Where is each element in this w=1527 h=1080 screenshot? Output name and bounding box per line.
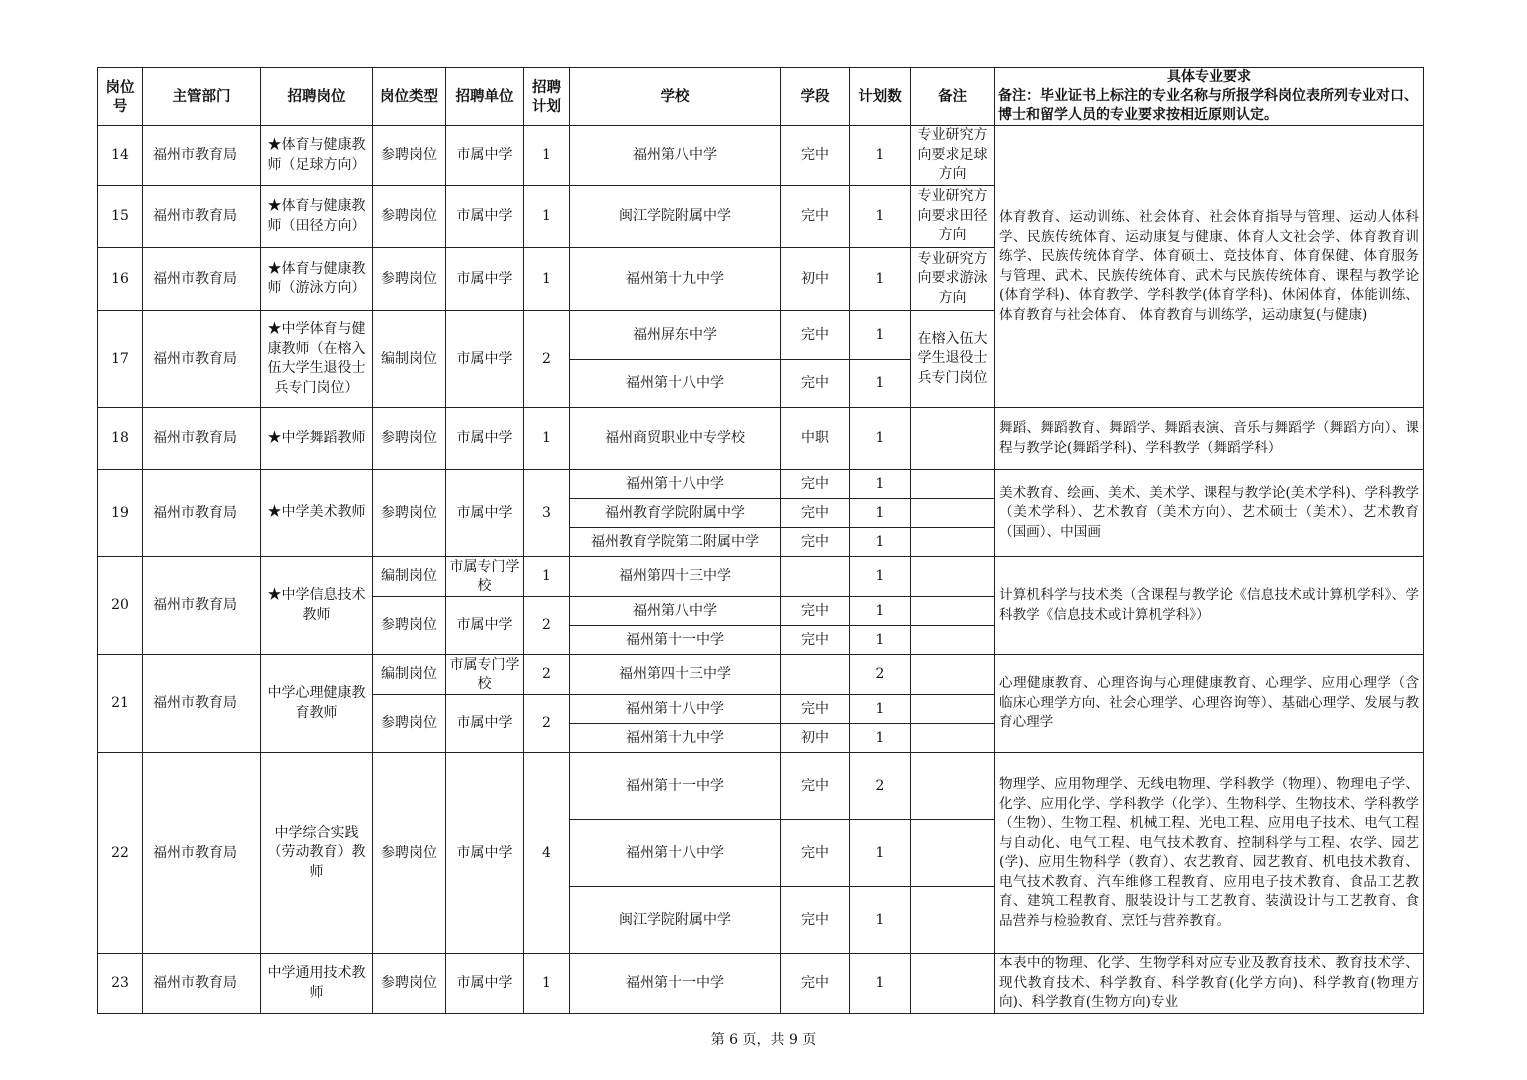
job-table bbox=[97, 67, 1424, 1014]
row-school: 闽江学院附属中学 bbox=[570, 186, 781, 248]
page-footer: 第 6 页，共 9 页 bbox=[710, 1032, 817, 1048]
table-row bbox=[98, 470, 1424, 499]
row-plan: 1 bbox=[524, 557, 570, 597]
table-row bbox=[98, 753, 1424, 820]
row-stage: 完中 bbox=[781, 695, 850, 724]
row-no: 22 bbox=[98, 753, 143, 954]
row-type: 编制岗位 bbox=[373, 557, 446, 597]
row-requirements: 舞蹈、舞蹈教育、舞蹈学、舞蹈表演、音乐与舞蹈学（舞蹈方向）、课程与教学论(舞蹈学科)、学科教学（舞蹈学科） bbox=[995, 408, 1424, 470]
row-stage: 完中 bbox=[781, 887, 850, 954]
row-unit: 市属中学 bbox=[446, 597, 524, 655]
row-no: 18 bbox=[98, 408, 143, 470]
row-unit: 市属中学 bbox=[446, 954, 524, 1014]
row-stage: 完中 bbox=[781, 528, 850, 557]
row-type: 编制岗位 bbox=[373, 655, 446, 695]
row-stage: 中职 bbox=[781, 408, 850, 470]
row-school: 福州第八中学 bbox=[570, 126, 781, 186]
row-plan: 1 bbox=[524, 126, 570, 186]
row-type: 参聘岗位 bbox=[373, 695, 446, 753]
row-post: ★中学体育与健康教师（在榕入伍大学生退役士兵专门岗位） bbox=[261, 311, 373, 408]
row-post: ★体育与健康教师（足球方向） bbox=[261, 126, 373, 186]
row-count: 1 bbox=[850, 820, 911, 887]
row-school: 福州第四十三中学 bbox=[570, 557, 781, 597]
row-no: 14 bbox=[98, 126, 143, 186]
row-count: 1 bbox=[850, 360, 911, 408]
row-count: 2 bbox=[850, 655, 911, 695]
row-school: 福州教育学院第二附属中学 bbox=[570, 528, 781, 557]
row-count: 2 bbox=[850, 753, 911, 820]
row-requirements: 计算机科学与技术类（含课程与教学论《信息技术或计算机学科》、学科教学《信息技术或计算机学科》） bbox=[995, 557, 1424, 655]
header-school: 学校 bbox=[570, 68, 781, 126]
row-no: 19 bbox=[98, 470, 143, 557]
row-type: 参聘岗位 bbox=[373, 126, 446, 186]
row-stage bbox=[781, 655, 850, 695]
row-note: 在榕入伍大学生退役士兵专门岗位 bbox=[911, 311, 995, 408]
row-stage: 完中 bbox=[781, 186, 850, 248]
row-type: 编制岗位 bbox=[373, 311, 446, 408]
row-stage: 完中 bbox=[781, 954, 850, 1014]
row-school: 闽江学院附属中学 bbox=[570, 887, 781, 954]
header-post: 招聘岗位 bbox=[261, 68, 373, 126]
row-school: 福州第十八中学 bbox=[570, 695, 781, 724]
row-note: 专业研究方向要求足球方向 bbox=[911, 126, 995, 186]
row-count: 1 bbox=[850, 311, 911, 360]
row-count: 1 bbox=[850, 887, 911, 954]
row-type: 参聘岗位 bbox=[373, 408, 446, 470]
row-plan: 2 bbox=[524, 311, 570, 408]
row-dept: 福州市教育局 bbox=[143, 126, 261, 186]
row-stage: 完中 bbox=[781, 360, 850, 408]
row-count: 1 bbox=[850, 597, 911, 626]
row-note bbox=[911, 724, 995, 753]
row-school: 福州第十八中学 bbox=[570, 820, 781, 887]
row-note bbox=[911, 753, 995, 820]
row-requirements: 美术教育、绘画、美术、美术学、课程与教学论(美术学科)、学科教学（美术学科）、艺术教育（美术方向）、艺术硕士（美术）、艺术教育（国画）、中国画 bbox=[995, 470, 1424, 557]
row-stage: 完中 bbox=[781, 470, 850, 499]
table-row bbox=[98, 655, 1424, 695]
row-note bbox=[911, 499, 995, 528]
row-stage: 完中 bbox=[781, 499, 850, 528]
row-dept: 福州市教育局 bbox=[143, 186, 261, 248]
header-note: 备注 bbox=[911, 68, 995, 126]
row-stage: 初中 bbox=[781, 724, 850, 753]
header-count: 计划数 bbox=[850, 68, 911, 126]
row-school: 福州第十一中学 bbox=[570, 626, 781, 655]
row-note bbox=[911, 408, 995, 470]
row-dept: 福州市教育局 bbox=[143, 557, 261, 655]
row-count: 1 bbox=[850, 126, 911, 186]
row-school: 福州第十一中学 bbox=[570, 954, 781, 1014]
row-stage: 完中 bbox=[781, 753, 850, 820]
row-note bbox=[911, 597, 995, 626]
row-school: 福州第十九中学 bbox=[570, 248, 781, 311]
row-stage: 完中 bbox=[781, 820, 850, 887]
row-stage: 完中 bbox=[781, 626, 850, 655]
row-dept: 福州市教育局 bbox=[143, 248, 261, 311]
row-count: 1 bbox=[850, 557, 911, 597]
row-count: 1 bbox=[850, 724, 911, 753]
row-note bbox=[911, 695, 995, 724]
row-dept: 福州市教育局 bbox=[143, 408, 261, 470]
row-stage: 完中 bbox=[781, 311, 850, 360]
row-note: 专业研究方向要求田径方向 bbox=[911, 186, 995, 248]
row-post: ★中学舞蹈教师 bbox=[261, 408, 373, 470]
row-unit: 市属专门学校 bbox=[446, 655, 524, 695]
row-requirements: 物理学、应用物理学、无线电物理、学科教学（物理）、物理电子学、化学、应用化学、学科教学（化学）、生物科学、生物技术、学科教学（生物）、生物工程、机械工程、光电工程、应用电子技术、电气工程与自动化、电气工程、电气技术教育、控制科学与工程、农学、园艺(学)、应用生物科学（教育）、农艺教育、园艺教育、机电技术教育、电气技术教育、汽车维修工程教育、应用电子技术教育、食品工艺教育、建筑工程教育、服装设计与工艺教育、装潢设计与工艺教育、食品营养与检验教育、烹饪与营养教育。 bbox=[995, 753, 1424, 954]
row-unit: 市属中学 bbox=[446, 311, 524, 408]
header-requirements bbox=[995, 68, 1424, 126]
row-school: 福州第四十三中学 bbox=[570, 655, 781, 695]
row-school: 福州第十八中学 bbox=[570, 470, 781, 499]
row-school: 福州第十八中学 bbox=[570, 360, 781, 408]
row-dept: 福州市教育局 bbox=[143, 954, 261, 1014]
row-note bbox=[911, 954, 995, 1014]
row-plan: 1 bbox=[524, 954, 570, 1014]
header-dept: 主管部门 bbox=[143, 68, 261, 126]
row-unit: 市属中学 bbox=[446, 408, 524, 470]
row-unit: 市属中学 bbox=[446, 186, 524, 248]
row-type: 参聘岗位 bbox=[373, 753, 446, 954]
row-dept: 福州市教育局 bbox=[143, 311, 261, 408]
row-count: 1 bbox=[850, 248, 911, 311]
row-note bbox=[911, 887, 995, 954]
row-unit: 市属中学 bbox=[446, 753, 524, 954]
table-row bbox=[98, 408, 1424, 470]
row-post: 中学心理健康教育教师 bbox=[261, 655, 373, 753]
row-school: 福州第十一中学 bbox=[570, 753, 781, 820]
row-post: ★体育与健康教师（田径方向） bbox=[261, 186, 373, 248]
row-unit: 市属中学 bbox=[446, 126, 524, 186]
header-plan: 招聘计划 bbox=[524, 68, 570, 126]
row-requirements: 本表中的物理、化学、生物学科对应专业及教育技术、教育技术学、现代教育技术、科学教育、科学教育(化学方向)、科学教育(物理方向)、科学教育(生物方向)专业 bbox=[995, 954, 1424, 1014]
row-school: 福州屏东中学 bbox=[570, 311, 781, 360]
row-type: 参聘岗位 bbox=[373, 186, 446, 248]
table-row bbox=[98, 954, 1424, 1014]
row-stage: 完中 bbox=[781, 597, 850, 626]
row-no: 20 bbox=[98, 557, 143, 655]
row-note bbox=[911, 655, 995, 695]
header-row bbox=[98, 68, 1424, 126]
row-note bbox=[911, 528, 995, 557]
row-plan: 3 bbox=[524, 470, 570, 557]
row-type: 参聘岗位 bbox=[373, 470, 446, 557]
header-no: 岗位号 bbox=[98, 68, 143, 126]
row-stage: 完中 bbox=[781, 126, 850, 186]
row-post: ★中学美术教师 bbox=[261, 470, 373, 557]
row-note bbox=[911, 626, 995, 655]
row-note: 专业研究方向要求游泳方向 bbox=[911, 248, 995, 311]
row-note bbox=[911, 820, 995, 887]
table-row bbox=[98, 557, 1424, 597]
row-plan: 2 bbox=[524, 597, 570, 655]
row-dept: 福州市教育局 bbox=[143, 655, 261, 753]
row-plan: 1 bbox=[524, 248, 570, 311]
row-no: 16 bbox=[98, 248, 143, 311]
header-req-note: 备注：毕业证书上标注的专业名称与所报学科岗位表所列专业对口、博士和留学人员的专业要求按相近原则认定。 bbox=[998, 88, 1418, 123]
table-row bbox=[98, 126, 1424, 186]
row-unit: 市属专门学校 bbox=[446, 557, 524, 597]
row-plan: 1 bbox=[524, 186, 570, 248]
row-note bbox=[911, 470, 995, 499]
row-count: 1 bbox=[850, 499, 911, 528]
row-no: 21 bbox=[98, 655, 143, 753]
row-unit: 市属中学 bbox=[446, 470, 524, 557]
row-no: 15 bbox=[98, 186, 143, 248]
row-count: 1 bbox=[850, 408, 911, 470]
row-dept: 福州市教育局 bbox=[143, 753, 261, 954]
row-count: 1 bbox=[850, 528, 911, 557]
row-type: 参聘岗位 bbox=[373, 248, 446, 311]
row-count: 1 bbox=[850, 626, 911, 655]
header-type: 岗位类型 bbox=[373, 68, 446, 126]
row-plan: 2 bbox=[524, 655, 570, 695]
row-post: 中学综合实践（劳动教育）教师 bbox=[261, 753, 373, 954]
header-unit: 招聘单位 bbox=[446, 68, 524, 126]
row-type: 参聘岗位 bbox=[373, 954, 446, 1014]
row-type: 参聘岗位 bbox=[373, 597, 446, 655]
header-stage: 学段 bbox=[781, 68, 850, 126]
row-no: 23 bbox=[98, 954, 143, 1014]
header-req-title: 具体专业要求 bbox=[1167, 69, 1251, 85]
row-no: 17 bbox=[98, 311, 143, 408]
sports-requirements: 体育教育、运动训练、社会体育、社会体育指导与管理、运动人体科学、民族传统体育、运动康复与健康、体育人文社会学、体育教育训练学、民族传统体育学、体育硕士、竞技体育、体育保健、体育服务与管理、武术、民族传统体育、武术与民族传统体育、课程与教学论(体育学科)、体育教学、学科教学(体育学科)、休闲体育，体能训练、体育教育与社会体育、 体育教育与训练学，运动康复(与健康) bbox=[995, 126, 1424, 408]
row-school: 福州商贸职业中专学校 bbox=[570, 408, 781, 470]
row-stage bbox=[781, 557, 850, 597]
row-requirements: 心理健康教育、心理咨询与心理健康教育、心理学、应用心理学（含临床心理学方向、社会心理学、心理咨询等）、基础心理学、发展与教育心理学 bbox=[995, 655, 1424, 753]
row-school: 福州教育学院附属中学 bbox=[570, 499, 781, 528]
row-note bbox=[911, 557, 995, 597]
row-unit: 市属中学 bbox=[446, 695, 524, 753]
row-dept: 福州市教育局 bbox=[143, 470, 261, 557]
row-plan: 1 bbox=[524, 408, 570, 470]
row-stage: 初中 bbox=[781, 248, 850, 311]
row-plan: 2 bbox=[524, 695, 570, 753]
row-school: 福州第八中学 bbox=[570, 597, 781, 626]
row-count: 1 bbox=[850, 470, 911, 499]
row-plan: 4 bbox=[524, 753, 570, 954]
row-post: 中学通用技术教师 bbox=[261, 954, 373, 1014]
row-count: 1 bbox=[850, 186, 911, 248]
row-count: 1 bbox=[850, 954, 911, 1014]
row-count: 1 bbox=[850, 695, 911, 724]
row-school: 福州第十九中学 bbox=[570, 724, 781, 753]
row-post: ★体育与健康教师（游泳方向） bbox=[261, 248, 373, 311]
row-unit: 市属中学 bbox=[446, 248, 524, 311]
row-post: ★中学信息技术教师 bbox=[261, 557, 373, 655]
